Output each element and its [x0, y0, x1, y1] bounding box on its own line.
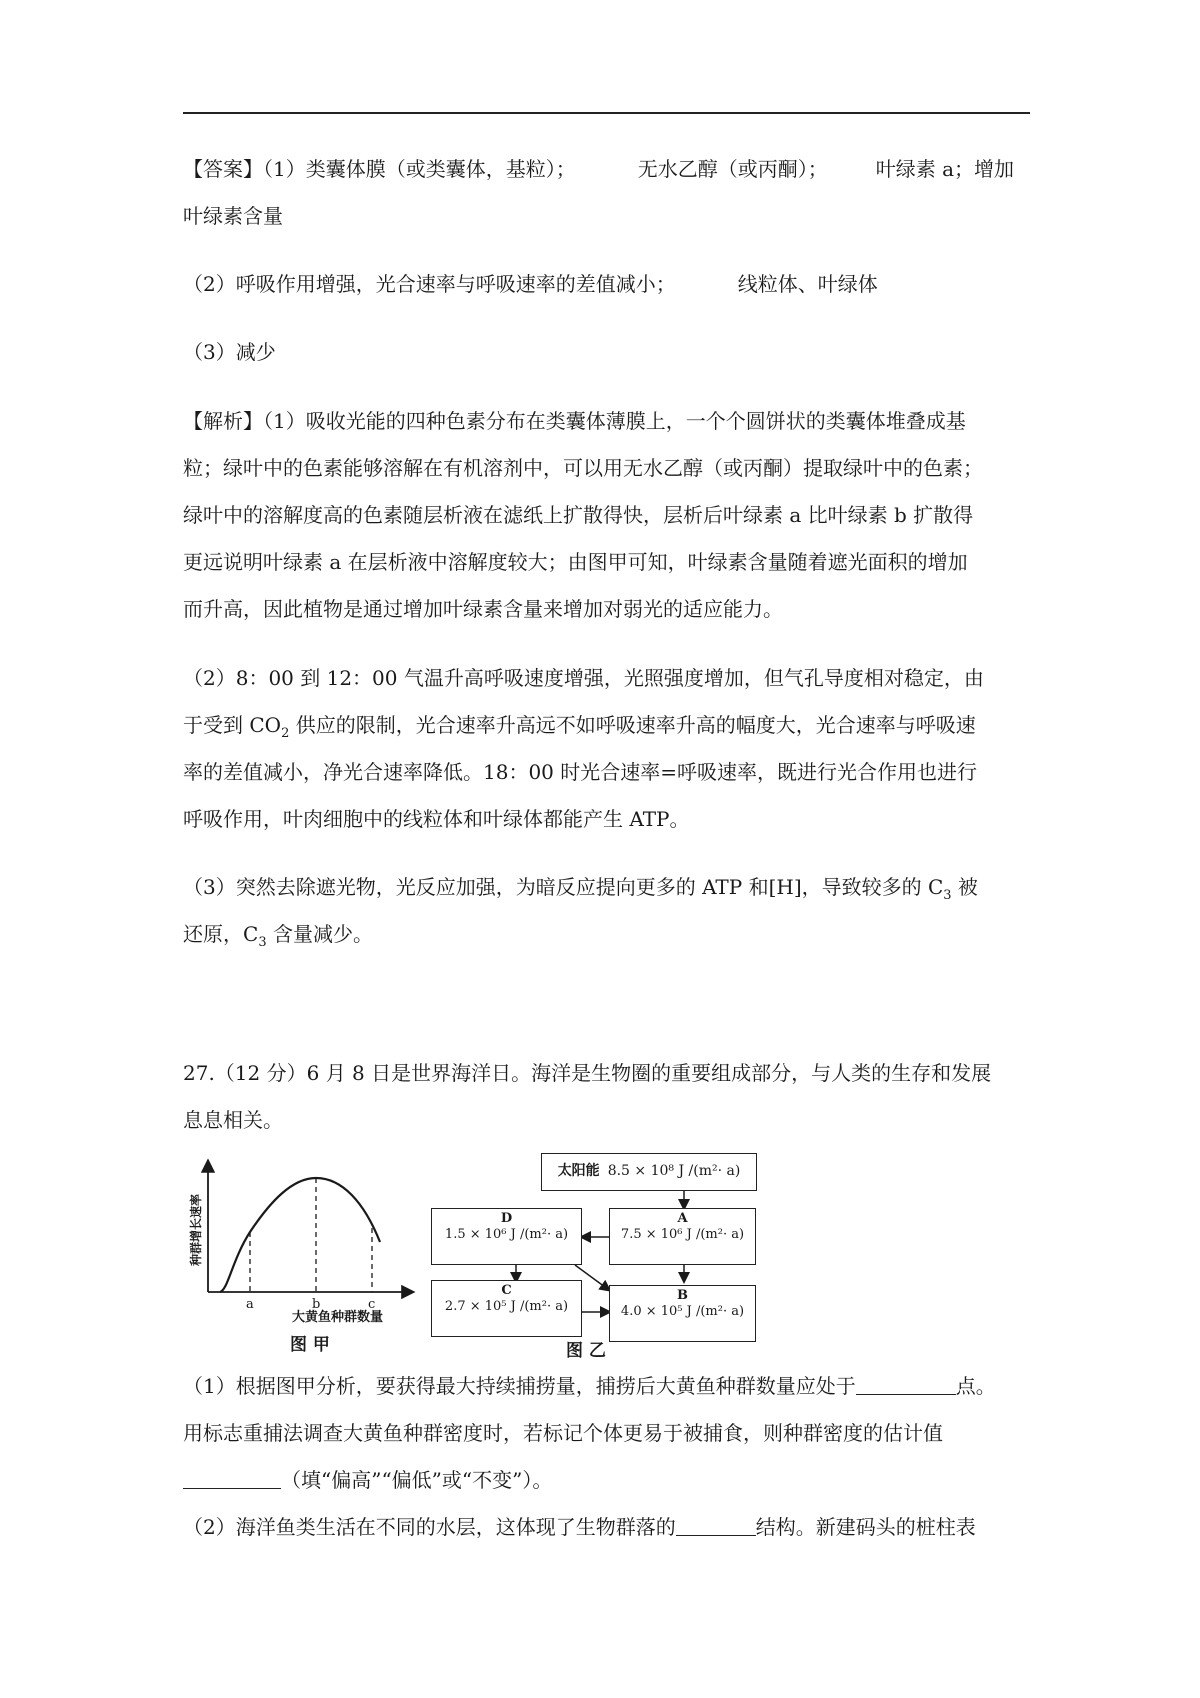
answer-blank-1[interactable] [856, 1374, 956, 1395]
answer-line-3: （2）呼吸作用增强，光合速率与呼吸速率的差值减小； 线粒体、叶绿体 [183, 272, 878, 296]
q27-1-line-3: （填“偏高”“偏低”或“不变”）。 [183, 1457, 1033, 1504]
node-sun [541, 1153, 757, 1191]
growth-curve [220, 1178, 380, 1292]
figure-jia [180, 1150, 440, 1310]
node-d [431, 1208, 582, 1265]
q27-1-line-2: 用标志重捕法调查大黄鱼种群密度时，若标记个体更易于被捕食，则种群密度的估计值 [183, 1421, 943, 1445]
q27-stem-line-1: 27.（12 分）6 月 8 日是世界海洋日。海洋是生物圈的重要组成部分，与人类的生存和发展 [183, 1061, 992, 1085]
figure-yi-caption: 图 乙 [566, 1341, 606, 1361]
node-b-value: 4.0 × 10⁵ J /(m²· a) [620, 1304, 745, 1319]
answer-line-4: （3）减少 [183, 340, 276, 364]
node-b-label: B [677, 1288, 688, 1303]
tick-a: a [246, 1297, 254, 1310]
analysis-p2-line-4: 呼吸作用，叶肉细胞中的线粒体和叶绿体都能产生 ATP。 [183, 807, 690, 831]
node-c-value: 2.7 × 10⁵ J /(m²· a) [444, 1299, 569, 1314]
answer-blank-2[interactable] [183, 1468, 281, 1489]
x-axis-label: 大黄鱼种群数量 [292, 1310, 384, 1325]
node-sun-name: 太阳能 [557, 1163, 600, 1179]
q27-2-line-1: （2）海洋鱼类生活在不同的水层，这体现了生物群落的 结构。新建码头的桩柱表 [183, 1515, 976, 1539]
analysis-line-1: 【解析】（1）吸收光能的四种色素分布在类囊体薄膜上，一个个圆饼状的类囊体堆叠成基 [183, 409, 966, 433]
answer-line-1: 【答案】（1）类囊体膜（或类囊体，基粒）； 无水乙醇（或丙酮）； 叶绿素 a；增加 [183, 157, 1015, 181]
analysis-line-4: 更远说明叶绿素 a 在层析液中溶解度较大；由图甲可知，叶绿素含量随着遮光面积的增加 [183, 550, 968, 574]
node-sun-value: 8.5 × 10⁸ J /(m²· a) [607, 1163, 741, 1179]
answer-blank-3[interactable] [676, 1515, 756, 1536]
node-b [609, 1285, 756, 1342]
node-d-value: 1.5 × 10⁶ J /(m²· a) [444, 1227, 569, 1242]
analysis-p2-line-1: （2）8：00 到 12：00 气温升高呼吸速度增强，光照强度增加，但气孔导度相对稳定，由 [183, 666, 984, 690]
q27-1-line-1: （1）根据图甲分析，要获得最大持续捕捞量，捕捞后大黄鱼种群数量应处于 点。 [183, 1374, 996, 1398]
analysis-line-2: 粒；绿叶中的色素能够溶解在有机溶剂中，可以用无水乙醇（或丙酮）提取绿叶中的色素； [183, 456, 983, 480]
q27-stem-line-2: 息息相关。 [183, 1108, 283, 1132]
node-d-label: D [500, 1211, 513, 1226]
analysis-p3-line-2: 还原，$C_3$ 含量减少。 [183, 922, 373, 950]
figure-jia-svg [180, 1150, 440, 1310]
analysis-p2-line-2: 于受到 $CO_2$ 供应的限制，光合速率升高远不如呼吸速率升高的幅度大，光合速率与呼吸速 [183, 713, 976, 741]
analysis-line-3: 绿叶中的溶解度高的色素随层析液在滤纸上扩散得快，层析后叶绿素 a 比叶绿素 b 扩散得 [183, 503, 974, 527]
answer-line-2: 叶绿素含量 [183, 204, 283, 228]
node-c [431, 1280, 582, 1337]
node-c-label: C [501, 1283, 512, 1298]
tick-c: c [368, 1297, 376, 1310]
node-a-value: 7.5 × 10⁶ J /(m²· a) [620, 1227, 745, 1242]
analysis-p2-line-3: 率的差值减小，净光合速率降低。18：00 时光合速率=呼吸速率，既进行光合作用也进行 [183, 760, 978, 784]
y-axis-label: 种群增长速率 [189, 1193, 203, 1266]
header-rule [183, 112, 1030, 114]
figure-jia-caption: 图 甲 [290, 1335, 330, 1355]
node-a-label: A [677, 1211, 688, 1226]
analysis-p3-line-1: （3）突然去除遮光物，光反应加强，为暗反应提向更多的 ATP 和[H]，导致较多的 $C_3$ 被 [183, 875, 978, 903]
node-a [609, 1208, 756, 1265]
analysis-line-5: 而升高，因此植物是通过增加叶绿素含量来增加对弱光的适应能力。 [183, 597, 783, 621]
tick-b: b [312, 1297, 321, 1310]
